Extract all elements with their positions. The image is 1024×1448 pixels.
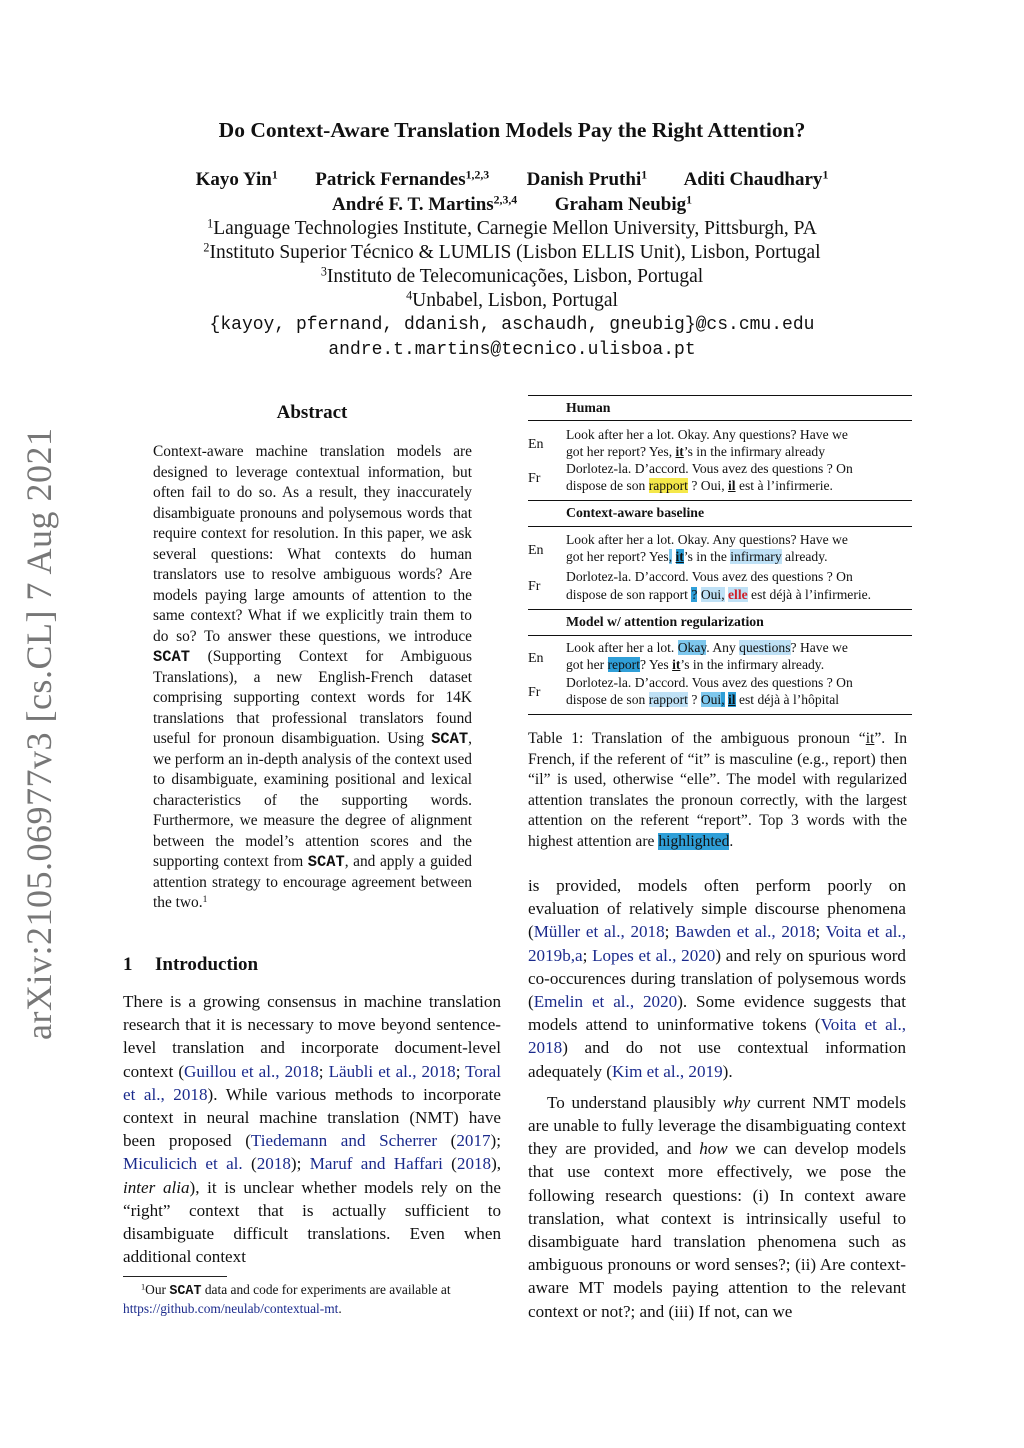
table-section-title: Model w/ attention regularization [566, 614, 764, 629]
body-text: ), it is unclear whether models rely on the “right” context that is actually sufficient to disambiguate difficult translations. Even when additional context [123, 1177, 501, 1267]
affil-mark: 2 [203, 240, 210, 255]
affil-text: Unbabel, Lisbon, Portugal [412, 290, 618, 311]
citation-link[interactable]: Bawden et al., 2018 [675, 922, 816, 942]
highlighted-word: , [721, 692, 725, 707]
body-text: is provided, models often perform poorly on evaluation of relatively simple discourse phenomena ( [528, 876, 906, 942]
table-line: got her report? Yes, it’s in the infirmary already. [566, 549, 828, 564]
section-heading-introduction [123, 954, 501, 976]
affiliation [0, 218, 1024, 240]
citation-link[interactable]: Voita et al., 2018 [528, 1015, 907, 1058]
table-section-title: Human [566, 400, 611, 415]
paper-title: Do Context-Aware Translation Models Pay the Right Attention? [218, 118, 806, 142]
citation-link[interactable]: Emelin et al., 2020 [533, 992, 678, 1012]
pronoun-it: it [675, 549, 684, 564]
table-line: dispose de son rapport ? Oui, il est à l’infirmerie. [566, 478, 833, 493]
body-text: ) and rely on spurious word co-occurences during translation of polysemous words ( [528, 945, 906, 1012]
scat-name: SCAT [431, 730, 469, 748]
highlighted-word: questions [739, 640, 791, 655]
highlighted-word: rapport [648, 692, 688, 707]
citation-year-link[interactable]: 2018 [456, 1154, 492, 1174]
table-line: dispose de son rapport ? Oui, il est déjà à l’hôpital [566, 692, 840, 707]
citation-link[interactable]: Lopes et al., 2020 [592, 945, 716, 965]
table-line: Dorlotez-la. D’accord. Vous avez des questions ? On [566, 675, 853, 690]
affiliation [0, 242, 1024, 264]
lang-label: En [528, 651, 544, 666]
affil-text: Instituto Superior Técnico & LUMLIS (Lisbon ELLIS Unit), Lisbon, Portugal [209, 242, 821, 263]
scat-name: SCAT [307, 853, 345, 871]
pronoun-it: it [675, 444, 684, 459]
author-name: Graham Neubig [554, 194, 687, 215]
lang-label: Fr [528, 579, 541, 594]
author-name: Kayo Yin [195, 169, 272, 190]
table-line: Dorlotez-la. D’accord. Vous avez des questions ? On [566, 461, 853, 476]
pronoun-il: il [728, 692, 736, 707]
citation-link[interactable]: Müller et al., 2018 [533, 922, 665, 942]
highlighted-word: Oui [700, 692, 722, 707]
abstract-text: , we perform an in-depth analysis of the context used to disambiguate, examining positional and lexical characteristics of the supporting words. Furthermore, we measure the degree of alignment between the model’s attention scores and the supporting context from [153, 730, 472, 870]
body-text: current NMT models are unable to fully leverage the disambiguating context they are provided, and [528, 1092, 906, 1159]
author-affil-mark: 2,3,4 [493, 193, 518, 207]
footnote-number: 1 [141, 1282, 146, 1292]
affil-text: Instituto de Telecomunicações, Lisbon, Portugal [326, 266, 704, 287]
author-name: Danish Pruthi [526, 169, 642, 190]
author-affil-mark: 1 [641, 168, 648, 182]
caption-it: it [865, 730, 875, 747]
lang-label: Fr [528, 471, 541, 486]
author-name: Patrick Fernandes [315, 169, 466, 190]
highlighted-word: , [668, 549, 673, 564]
authors-line-2 [0, 194, 1024, 216]
abstract-text: , and apply a guided attention strategy to encourage agreement between the two. [153, 853, 472, 911]
scat-name: SCAT [169, 1284, 202, 1299]
section-title: Introduction [155, 954, 259, 975]
abstract-text: (Supporting Context for Ambiguous Translations), a new English-French dataset comprising supporting context words for 14K translations that professional translators found useful for pronoun disambiguation. Using [153, 648, 472, 747]
author-affil-mark: 1 [271, 168, 278, 182]
table-rule [528, 526, 912, 527]
emphasis-text: how [699, 1139, 728, 1159]
body-text: ). [722, 1061, 733, 1081]
body-text: ). While various methods to incorporate context in neural machine translation (NMT) have been proposed ( [123, 1084, 501, 1151]
affil-mark: 4 [406, 288, 413, 303]
body-text: ) and do not use contextual information adequately ( [528, 1038, 906, 1081]
table-line: got her report? Yes, it’s in the infirmary already [566, 444, 825, 459]
right-column-text: is provided, models often perform poorly on evaluation of relatively simple discourse phenomena (Müller et al., 2018; Bawden et al., 2018; Voita et al., 2019b,a; Lopes et al., 2020) and rely on spurious word co-occurences during translation of polysemous words (Emelin et al., 2020). Some evidence suggests that models attend to uninformative tokens (Voita et al., 2018) and do not use contextual information adequately (Kim et al., 2019). To understand plausibly why current NMT models are unable to fully leverage the disambiguating context they are provided, and how we can develop models that use context more effectively, we pose the following research questions: (i) In context aware translation, what context is intrinsically useful to disambiguate hard translation phenomena such as ambiguous pronouns or word senses?; (ii) Are context-aware MT models paying attention to the relevant context or not?; and (iii) If not, can we [528, 876, 907, 1321]
scat-name: SCAT [153, 648, 190, 666]
citation-link[interactable]: Kim et al., 2019 [612, 1061, 723, 1081]
caption-text: Table 1: Translation of the ambiguous pronoun “ [528, 730, 866, 747]
table-rule [528, 420, 912, 421]
highlighted-word: report [607, 657, 640, 672]
author-affil-mark: 1 [822, 168, 829, 182]
pronoun-it: it [672, 657, 681, 672]
intro-paragraph: There is a growing consensus in machine translation research that it is necessary to move beyond sentence-level translation and incorporate document-level context (Guillou et al., 2018; Läubli et al., 2018; Toral et al., 2018). While various methods to incorporate context in neural machine translation (NMT) have been proposed (Tiedemann and Scherrer (2017); Miculicich et al. (2018); Maruf and Haffari (2018), inter alia), it is unclear whether models rely on the “right” context that is actually sufficient to disambiguate difficult translations. Even when additional context [123, 992, 502, 1267]
footnote-text: data and code for experiments are available at [201, 1282, 451, 1297]
email-line-2[interactable]: andre.t.martins@tecnico.ulisboa.pt [328, 340, 696, 360]
citation-link[interactable]: Läubli et al., 2018 [328, 1061, 456, 1081]
highlighted-word: Okay [677, 640, 707, 655]
footnote-rule [123, 1276, 227, 1277]
table-line: Look after her a lot. Okay. Any questions? Have we [566, 640, 848, 655]
lang-label: Fr [528, 685, 541, 700]
authors-line-1 [0, 169, 1024, 191]
table-line: Dorlotez-la. D’accord. Vous avez des questions ? On [566, 569, 853, 584]
citation-year-link[interactable]: 2018 [256, 1154, 291, 1174]
caption-text: . [729, 832, 734, 850]
pronoun-il: il [728, 478, 736, 493]
citation-year-link[interactable]: 2017 [456, 1131, 491, 1151]
abstract-heading: Abstract [276, 402, 348, 423]
wrong-pronoun: elle [728, 587, 748, 602]
table-line: got her report? Yes it’s in the infirmary already. [566, 657, 825, 672]
table-rule [528, 714, 912, 715]
table-section-title: Context-aware baseline [566, 505, 705, 520]
emphasis-text: why [722, 1092, 751, 1112]
citation-link[interactable]: Miculicich et al. [123, 1154, 243, 1174]
footnote: $^1$Our SCAT data and code for experiments are available at https://github.com/neulab/contextual-mt. [123, 1282, 451, 1316]
highlighted-word: rapport [648, 478, 688, 493]
highlighted-word: infirmary [730, 549, 782, 564]
citation-link[interactable]: Maruf and Haffari [309, 1154, 443, 1174]
footnote-url-link[interactable]: https://github.com/neulab/contextual-mt [123, 1301, 339, 1316]
highlighted-word: Oui, [700, 587, 725, 602]
affiliation [0, 290, 1024, 312]
author-name: André F. T. Martins [331, 194, 494, 215]
author-name: Aditi Chaudhary [683, 169, 823, 190]
affil-mark: 3 [320, 264, 327, 279]
emphasis-text: inter alia [123, 1177, 190, 1197]
citation-link[interactable]: Toral et al., 2018 [123, 1061, 501, 1104]
author-affil-mark: 1 [686, 193, 693, 207]
table-rule [528, 395, 912, 396]
abstract-body [153, 442, 472, 914]
email-line-1[interactable]: {kayoy, pfernand, ddanish, aschaudh, gneubig}@cs.cmu.edu [209, 315, 815, 335]
citation-link[interactable]: Guillou et al., 2018 [184, 1061, 319, 1081]
affil-mark: 1 [207, 216, 214, 231]
abstract-text: Context-aware machine translation models are designed to leverage contextual information, but often fail to do so. As a result, they inaccurately disambiguate pronouns and polysemous words that require context for resolution. In this paper, we ask several questions: What contexts do human translators use to resolve ambiguous words? Are models paying large amounts of attention to the same context? What if we explicitly train them to do so? To answer these questions, we introduce [153, 443, 472, 645]
affil-text: Language Technologies Institute, Carnegie Mellon University, Pittsburgh, PA [213, 218, 817, 239]
table-rule [528, 500, 912, 501]
highlighted-example: highlighted [658, 832, 730, 850]
body-text: ). Some evidence suggests that models attend to uninformative tokens ( [528, 992, 906, 1035]
footnote-text: Our [145, 1282, 170, 1297]
footnote-mark[interactable]: 1 [202, 893, 208, 905]
table-line: Look after her a lot. Okay. Any questions? Have we [566, 427, 848, 442]
affiliation [0, 266, 1024, 288]
citation-link[interactable]: Tiedemann and Scherrer [250, 1131, 438, 1151]
citation-link[interactable]: Voita et al., 2019b,a [528, 922, 906, 965]
body-text: To understand plausibly [547, 1092, 723, 1112]
table-caption [528, 729, 907, 853]
lang-label: En [528, 437, 544, 452]
body-text: There is a growing consensus in machine translation research that it is necessary to move beyond sentence-level translation and incorporate document-level context ( [123, 992, 501, 1081]
lang-label: En [528, 543, 544, 558]
caption-text: ”. In French, if the referent of “it” is masculine (e.g., report) then “il” is used, otherwise “elle”. The model with regularized attention translates the pronoun correctly, with the largest attention on the referent “report”. Top 3 words with the highest attention are [528, 730, 907, 850]
table-line: dispose de son rapport ? Oui, elle est déjà à l’infirmerie. [566, 587, 872, 602]
arxiv-stamp: arXiv:2105.06977v3 [cs.CL] 7 Aug 2021 [19, 427, 59, 1040]
highlighted-word: ? [691, 587, 698, 602]
table-rule [528, 635, 912, 636]
author-affil-mark: 1,2,3 [465, 168, 490, 182]
section-number: 1 [123, 954, 133, 975]
table-rule [528, 609, 912, 610]
body-text: we can develop models that use context more effectively, we pose the following research questions: (i) In context aware translation, what context is intrinsically useful to disambiguate hard translation phenomena such as ambiguous pronouns or word senses?; (ii) Are context-aware MT models paying attention to the relevant context or not?; and (iii) If not, can we [528, 1139, 906, 1321]
table-line: Look after her a lot. Okay. Any questions? Have we [566, 532, 848, 547]
